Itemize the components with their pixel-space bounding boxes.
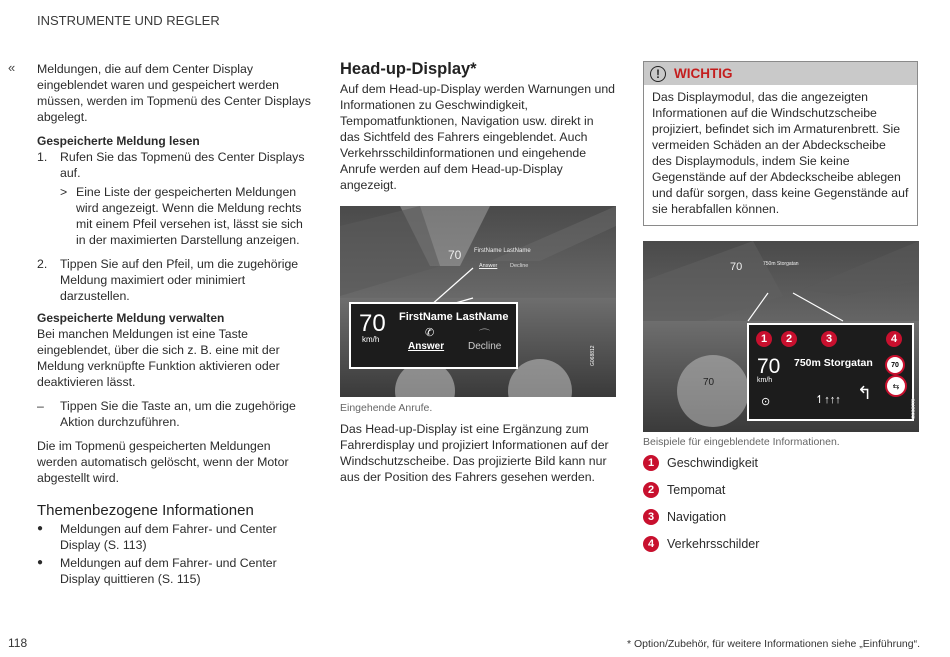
image-id: G068770 [911,398,917,419]
step-2 [37,256,312,304]
lane-guidance-icon: ↿↑↑↑ [815,394,841,406]
legend-badge: 1 [643,455,659,471]
result-text: Eine Liste der gespeicherten Meldungen wird angezeigt. Wenn die Meldung rechts mit einem Pfeil versehen ist, lässt sie sich in der maximierten Darstellung anzeigen. [76,185,303,247]
callout-1: 1 [756,331,772,347]
related-link-1[interactable] [37,521,312,553]
manage-text: Bei manchen Meldungen ist eine Taste eingeblendet, über die sich z. B. eine mit der Meldung verknüpfte Funktion aktivieren oder deaktivieren lässt. [37,327,280,389]
step-number: 2. [37,257,48,271]
warning-text: Das Displaymodul, das die angezeigten Informationen auf die Windschutzscheibe projiziert, befindet sich im Armaturenbrett. Sie vermeiden Schäden an der Abdeckscheibe des Displaymoduls, indem Sie keine Gegenstände auf der Abdeckscheibe ablegen und dafür sorgen, dass keine Gegenstände auf sie herabfallen können. [652,90,909,216]
bullet-icon: ● [37,523,44,534]
cruise-control-icon: ⊙ [761,396,771,408]
auto-delete-text: Die im Topmenü gespeicherten Meldungen werden automatisch gelöscht, wenn der Motor abgestellt wird. [37,439,289,485]
bullet-icon: ● [37,557,44,568]
zoom-speed: 70 [359,310,386,337]
callout-3: 3 [821,331,837,347]
dash-item [37,398,312,430]
related-link-text: Meldungen auf dem Fahrer- und Center Display quittieren (S. 115) [60,556,277,586]
step-text: Rufen Sie das Topmenü des Center Displays auf. [60,150,305,180]
warning-box [643,61,918,226]
related-heading: Themenbezogene Informationen [37,502,254,519]
warning-icon: ! [650,66,666,82]
page-title: Head-up-Display* [340,60,477,78]
warning-header [644,62,917,85]
legend-label: Navigation [667,510,727,524]
step-number: 1. [37,150,48,164]
result-arrow-icon: > [60,185,68,199]
legend-badge: 3 [643,509,659,525]
decline-button: Decline [468,341,502,352]
hud-street-small: 750m Storgatan [763,261,799,267]
callout-2: 2 [781,331,797,347]
step-1 [37,149,312,181]
legend-item-signs [643,536,918,552]
figure-caption-examples: Beispiele für eingeblendete Informationen. [643,436,840,448]
zoom-caller-name: FirstName LastName [399,311,509,323]
zoom-speed: 70 [757,355,781,378]
legend-item-speed [643,455,918,471]
figure-incoming-call [340,206,616,397]
legend-item-navigation [643,509,918,525]
legend-badge: 2 [643,482,659,498]
phone-answer-icon: ✆ [425,327,435,339]
hud-speed-small: 70 [730,261,743,273]
callout-legend [643,455,918,563]
intro-text: Meldungen, die auf dem Center Display eingeblendet waren und gespeichert werden müssen, werden im Topmenü des Center Displays abgelegt. [37,62,311,124]
warning-title: WICHTIG [674,65,733,81]
legend-label: Geschwindigkeit [667,456,759,470]
step-1-result [60,184,312,248]
call-zoom-panel [349,302,518,369]
column-messages [37,61,312,587]
speed-limit-sign-icon: 70 [885,355,905,375]
legend-item-cruise [643,482,918,498]
figure-hud-examples [643,241,919,432]
footnote: * Option/Zubehör, für weitere Informationen siehe „Einführung“. [627,638,920,650]
page-number: 118 [8,636,28,650]
answer-button: Answer [408,341,445,352]
hud-intro: Auf dem Head-up-Display werden Warnungen und Informationen zu Geschwindigkeit, Tempomatfunktionen, Navigation usw. direkt in das Sichtfeld des Fahrers eingeblendet. Auch Verkehrsschildinformationen und eingehende Anrufe werden auf dem Head-up-Display angezeigt. [340,82,616,192]
figure-caption-calls: Eingehende Anrufe. [340,402,433,414]
gauge-speed: 70 [703,377,715,388]
legend-badge: 4 [643,536,659,552]
manage-heading: Gespeicherte Meldung verwalten [37,311,225,325]
read-heading: Gespeicherte Meldung lesen [37,134,200,148]
related-link-text: Meldungen auf dem Fahrer- und Center Display (S. 113) [60,522,277,552]
step-text: Tippen Sie auf den Pfeil, um die zugehörige Meldung maximiert oder minimiert darzustellen. [60,257,299,303]
callout-4: 4 [886,331,902,347]
zoom-speed-unit: km/h [362,335,380,344]
column-warning [643,61,918,226]
legend-label: Verkehrsschilder [667,537,760,551]
dash-mark: – [37,399,44,413]
hud-body-text: Das Head-up-Display ist eine Ergänzung zum Fahrerdisplay und projiziert Informationen auf der Windschutzscheibe. Das projizierte Bild kann nur aus der Position des Fahrers gesehen werden. [340,422,609,484]
hud-caller-small: FirstName LastName [474,248,531,254]
zoom-nav-street: 750m Storgatan [794,357,873,369]
column-hud [340,61,616,193]
turn-arrow-icon: ↰ [857,383,873,403]
related-link-2[interactable] [37,555,312,587]
no-overtaking-sign-icon: ⇆ [885,375,907,397]
hud-answer-small: Answer [479,263,498,269]
hud-speed-small: 70 [448,248,462,262]
dash-text: Tippen Sie die Taste an, um die zugehörige Aktion durchzuführen. [60,399,296,429]
zoom-speed-unit: km/h [757,377,773,384]
section-title: INSTRUMENTE UND REGLER [37,13,220,28]
image-id: G068812 [590,345,596,366]
back-chevron-icon[interactable]: « [8,60,14,75]
legend-label: Tempomat [667,483,726,497]
hud-decline-small: Decline [510,263,529,269]
phone-decline-icon: ⌒ [479,329,490,341]
